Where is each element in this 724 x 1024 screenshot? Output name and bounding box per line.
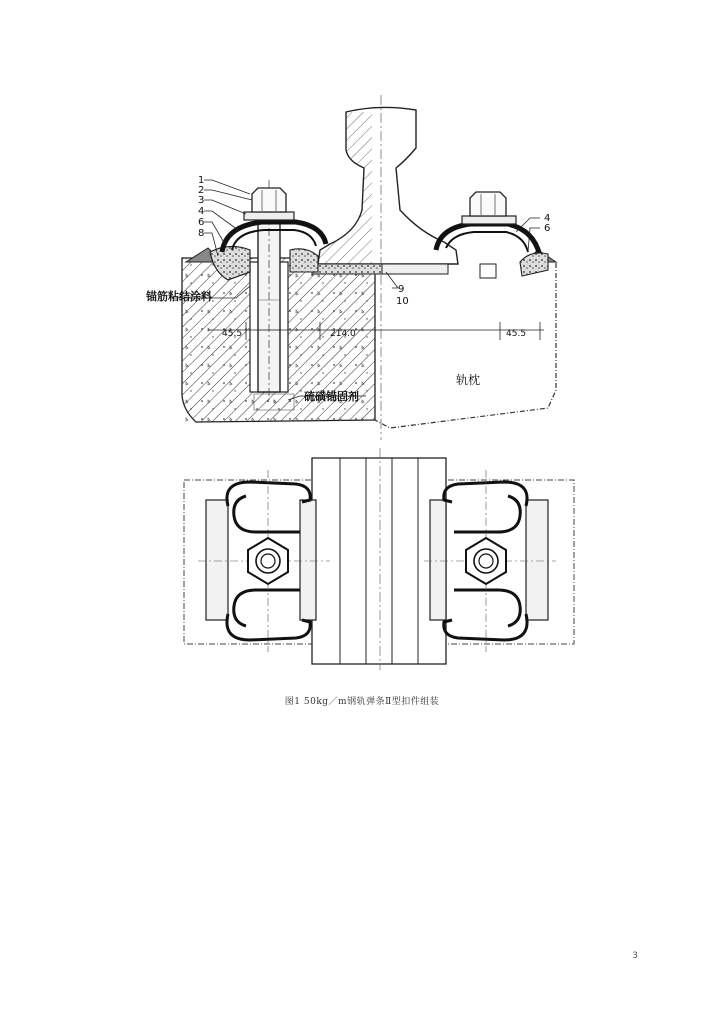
plan-view bbox=[184, 448, 574, 670]
dimension-center: 214.0 bbox=[330, 329, 356, 339]
part-label-1: 1 bbox=[198, 175, 205, 186]
fastening-plan-right bbox=[424, 470, 556, 652]
fastening-plan-left bbox=[198, 470, 330, 652]
part-label-8: 8 bbox=[198, 228, 205, 239]
washer-right bbox=[462, 216, 516, 224]
part-label-10: 10 bbox=[396, 296, 409, 307]
sleeper-label: 轨枕 bbox=[456, 373, 481, 387]
rail-pad bbox=[312, 264, 382, 274]
part-label-6: 6 bbox=[198, 217, 205, 228]
page-number: 3 bbox=[632, 951, 638, 961]
nut-right bbox=[470, 192, 506, 216]
part-label-4: 4 bbox=[198, 206, 205, 217]
part-label-6-right: 6 bbox=[544, 223, 551, 234]
part-label-2: 2 bbox=[198, 185, 205, 196]
washer-left bbox=[244, 212, 294, 220]
dimension-left: 45.5 bbox=[222, 329, 243, 339]
gauge-block-right bbox=[520, 253, 548, 276]
part-label-9: 9 bbox=[398, 284, 405, 295]
dimension-right: 45.5 bbox=[506, 329, 527, 339]
figure-caption: 图1 50kg／m钢轨弹条Ⅱ型扣件组装 bbox=[284, 697, 440, 707]
part-label-4-right: 4 bbox=[544, 213, 551, 224]
anchor-coating-label: 锚筋粘结涂料 bbox=[146, 290, 212, 303]
nut-left bbox=[252, 188, 286, 212]
sulfur-anchorage-label: 硫磺锚固剂 bbox=[304, 390, 359, 403]
section-view bbox=[172, 95, 556, 440]
part-label-3: 3 bbox=[198, 195, 205, 206]
